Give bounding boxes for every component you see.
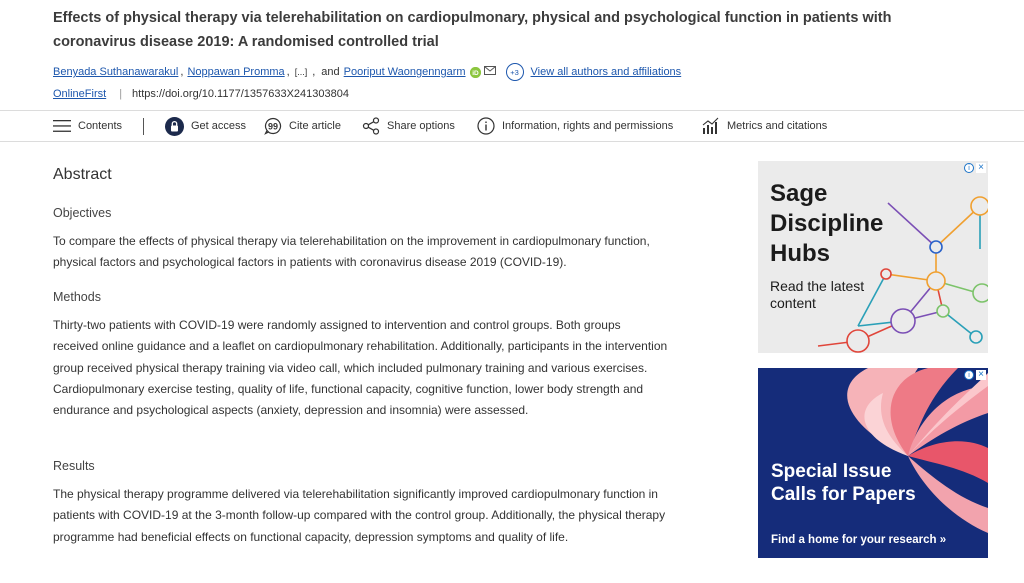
objectives-text: To compare the effects of physical therapy via telerehabilitation on the improvement in cardiopulmonary function, physical factors and psychological factors in patients with coronavirus disease 2019 (COVID-19). [53, 234, 650, 270]
share-icon [362, 117, 380, 135]
ad-special-issue[interactable] [758, 368, 988, 558]
authors-ellipsis[interactable]: [...] [294, 67, 308, 77]
article-title: Effects of physical therapy via telerehabilitation on cardiopulmonary, physical and psychological function in patients with coronavirus disease 2019: A randomised controlled trial [53, 10, 892, 50]
metrics-chart-icon [702, 117, 720, 135]
methods-heading: Methods [53, 290, 101, 304]
information-button[interactable] [477, 111, 673, 141]
ad-close-icon[interactable]: × [976, 163, 986, 173]
ad-cta-link[interactable]: Find a home for your research » [771, 534, 947, 546]
ad-headline: Sage Discipline Hubs [770, 180, 884, 267]
methods-text: Thirty-two patients with COVID-19 were randomly assigned to intervention and control groups. Both groups received online guidance and a leaflet on cardiopulmonary rehabilitation. Additionally, participants in the intervention group received physical therapy training via video call, which included pulmonary training and various exercises. Cardiopulmonary exercise testing, quality of life, functional capacity, cognitive function, lower body strength and endurance and psychological aspects (anxiety, depression and insomnia) were assessed. [53, 318, 668, 418]
svg-text:99: 99 [267, 121, 279, 132]
share-options-label: Share options [387, 120, 455, 132]
doi-text[interactable]: https://doi.org/10.1177/1357633X241303804 [132, 88, 349, 100]
svg-text:iD: iD [471, 69, 479, 77]
cite-article-button[interactable] [264, 111, 341, 141]
view-all-authors-link[interactable]: View all authors and affiliations [530, 66, 682, 78]
email-icon[interactable] [484, 66, 496, 78]
lock-icon [165, 117, 184, 136]
results-heading: Results [53, 459, 95, 473]
ad-choices[interactable] [964, 370, 986, 380]
cite-article-label: Cite article [289, 120, 341, 132]
more-authors-badge[interactable]: +3 [506, 63, 524, 81]
ad-discipline-hubs[interactable] [758, 161, 988, 353]
contents-label: Contents [78, 120, 123, 132]
share-options-button[interactable] [362, 111, 455, 141]
ad-subtext: Read the latest content [770, 278, 865, 311]
abstract-heading: Abstract [53, 166, 112, 183]
menu-icon [53, 120, 71, 132]
article-meta: OnlineFirst | https://doi.org/10.1177/1357633X241303804 [53, 88, 349, 100]
ad-info-icon[interactable]: i [964, 163, 974, 173]
metrics-button[interactable] [702, 111, 827, 141]
results-text: The physical therapy programme delivered via telerehabilitation significantly improved cardiopulmonary function in patients with COVID-19 at the 3-month follow-up compared with the control group. Additionally, the physical therapy programme had beneficial effects on functional capacity, depression symptoms and quality of life. [53, 487, 666, 544]
ad-headline: Special Issue Calls for Papers [771, 461, 916, 505]
get-access-label: Get access [191, 120, 247, 132]
ad-info-icon[interactable]: i [964, 370, 974, 380]
information-label: Information, rights and permissions [502, 120, 674, 132]
author-list: Benyada Suthanawarakul , Noppawan Promma , [...] , and Pooriput Waongenngarm iD +3 View all authors and affiliations [53, 63, 681, 81]
online-first-link[interactable]: OnlineFirst [53, 88, 107, 100]
quote-icon [264, 117, 282, 135]
author-link[interactable]: Noppawan Promma [187, 66, 285, 78]
objectives-heading: Objectives [53, 206, 112, 220]
metrics-label: Metrics and citations [727, 120, 828, 132]
author-link[interactable]: Benyada Suthanawarakul [53, 66, 179, 78]
authors-and: and [321, 66, 340, 78]
author-link[interactable]: Pooriput Waongenngarm [343, 66, 466, 78]
get-access-button[interactable] [165, 111, 246, 141]
contents-button[interactable] [53, 111, 122, 141]
info-icon [477, 117, 495, 135]
orcid-icon[interactable] [470, 67, 481, 78]
ad-choices[interactable] [964, 163, 986, 173]
ad-close-icon[interactable]: × [976, 370, 986, 380]
article-toolbar [0, 110, 1024, 142]
toolbar-divider [143, 118, 144, 135]
